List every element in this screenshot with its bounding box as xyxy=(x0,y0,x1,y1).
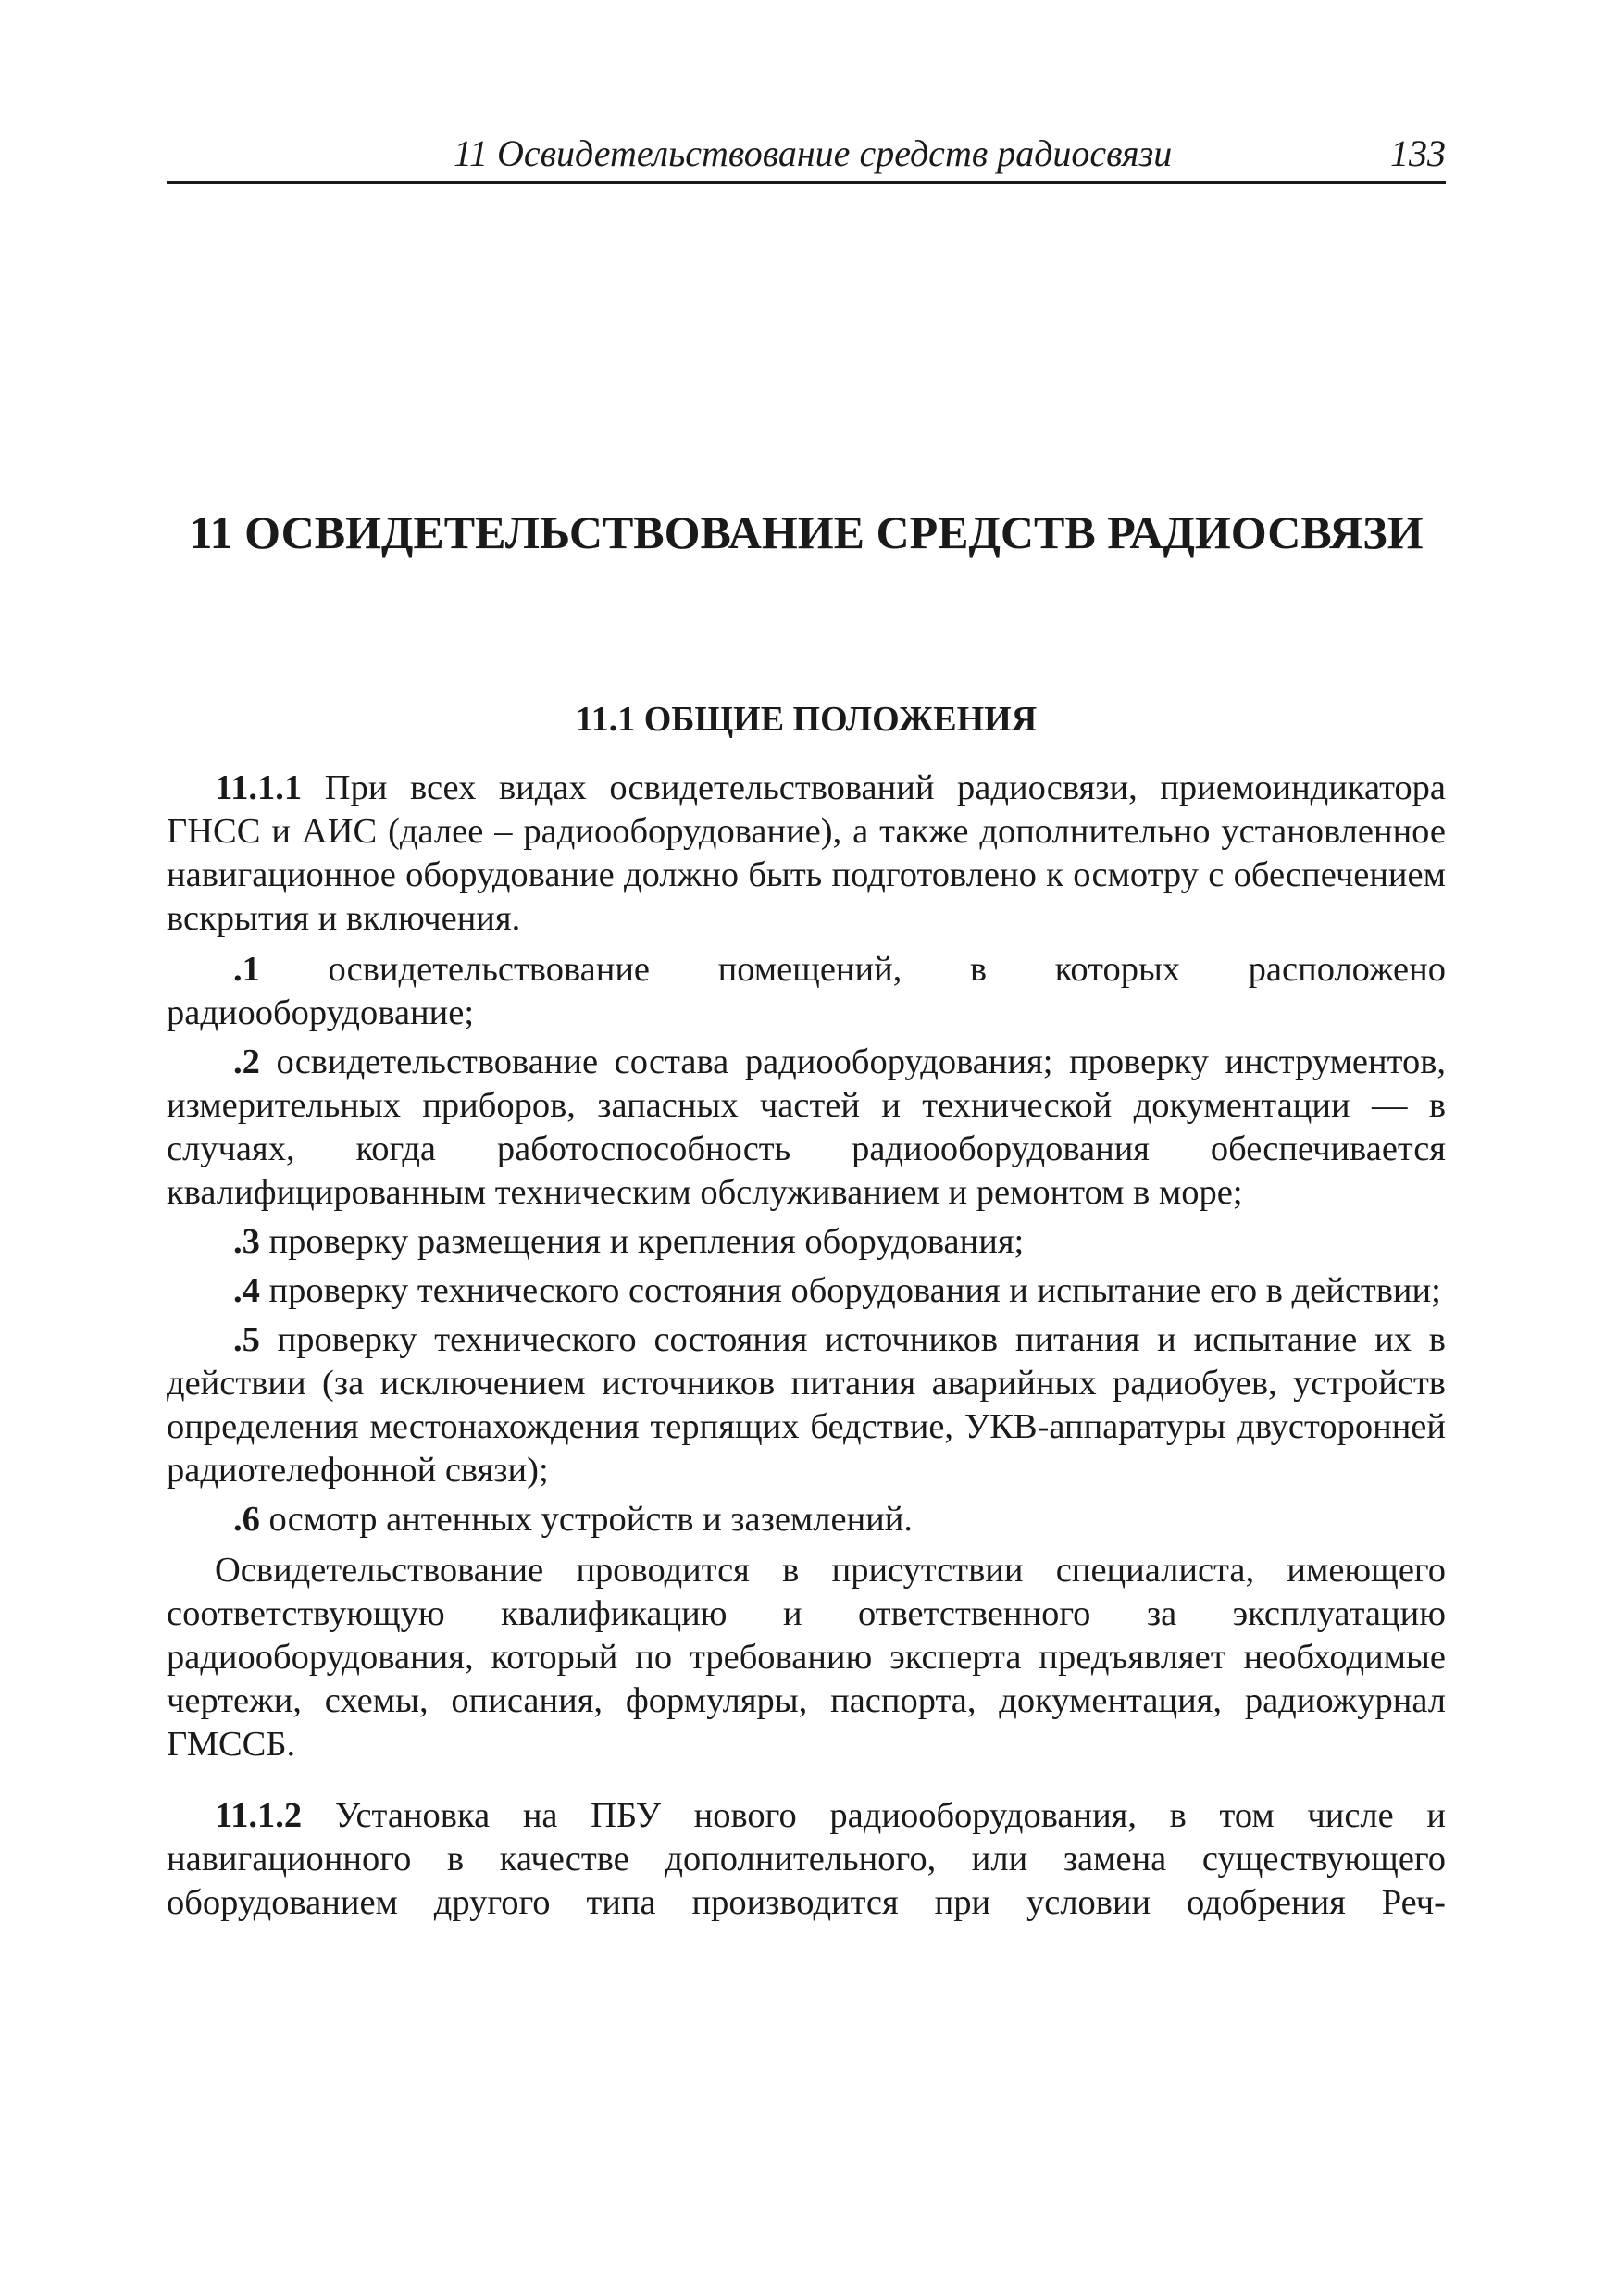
list-item-number: .5 xyxy=(233,1320,260,1359)
paragraph-number: 11.1.2 xyxy=(215,1796,303,1835)
paragraph-text: При всех видах освидетельствований радиосвязи, приемоиндикатора ГНСС и АИС (далее – радиооборудование), а также дополнительно установленное навигационное оборудование должно быть подготовлено к осмотру с обеспечением вскрытия и включения. xyxy=(167,768,1446,938)
paragraph-11-1-1 xyxy=(167,767,1446,941)
list-item xyxy=(167,1269,1446,1313)
paragraph-text: Установка на ПБУ нового радиооборудования, в том числе и навигационного в качестве дополнительного, или замена существующего оборудованием другого типа производится при условии одобрения Реч- xyxy=(167,1796,1446,1922)
list-item-text: проверку технического состояния оборудования и испытание его в действии; xyxy=(268,1271,1441,1310)
section-title: 11.1 ОБЩИЕ ПОЛОЖЕНИЯ xyxy=(575,700,1038,739)
list-item-number: .4 xyxy=(233,1271,260,1310)
list-item-text: освидетельствование состава радиооборудования; проверку инструментов, измерительных приборов, запасных частей и технической документации — в случаях, когда работоспособность радиооборудования обеспечивается квалифицированным техническим обслуживанием и ремонтом в море; xyxy=(167,1042,1446,1212)
list-item xyxy=(167,1498,1446,1541)
list-item-text: осмотр антенных устройств и заземлений. xyxy=(268,1500,914,1539)
page-number: 133 xyxy=(1390,132,1446,174)
list-item-number: .6 xyxy=(233,1500,260,1539)
list-item xyxy=(167,1041,1446,1215)
list-item-number: .1 xyxy=(233,950,260,989)
paragraph-text: Освидетельствование проводится в присутствии специалиста, имеющего соответствующую квалификацию и ответственного за эксплуатацию радиооборудования, который по требованию эксперта предъявляет необходимые чертежи, схемы, описания, формуляры, паспорта, документация, радиожурнал ГМССБ. xyxy=(167,1551,1446,1764)
paragraph-inspection-presence xyxy=(167,1549,1446,1766)
list-item-text: освидетельствование помещений, в которых расположено радиооборудование; xyxy=(167,950,1446,1032)
list-item xyxy=(167,948,1446,1035)
running-header xyxy=(167,128,1446,184)
list-item-text: проверку размещения и крепления оборудования; xyxy=(268,1222,1025,1261)
list-item xyxy=(167,1220,1446,1264)
chapter-title: 11 ОСВИДЕТЕЛЬСТВОВАНИЕ СРЕДСТВ РАДИОСВЯЗИ xyxy=(189,506,1424,558)
body-text xyxy=(167,767,1446,1932)
list-item-text: проверку технического состояния источников питания и испытание их в действии (за исключением источников питания аварийных радиобуев, устройств определения местонахождения терпящих бедствие, УКВ-аппаратуры двусторонней радиотелефонной связи); xyxy=(167,1320,1446,1490)
list-item-number: .3 xyxy=(233,1222,260,1261)
list-item-number: .2 xyxy=(233,1042,260,1081)
list-item xyxy=(167,1318,1446,1492)
running-title: 11 Освидетельствование средств радиосвязи xyxy=(454,132,1173,174)
paragraph-number: 11.1.1 xyxy=(215,768,303,807)
paragraph-11-1-2 xyxy=(167,1794,1446,1925)
